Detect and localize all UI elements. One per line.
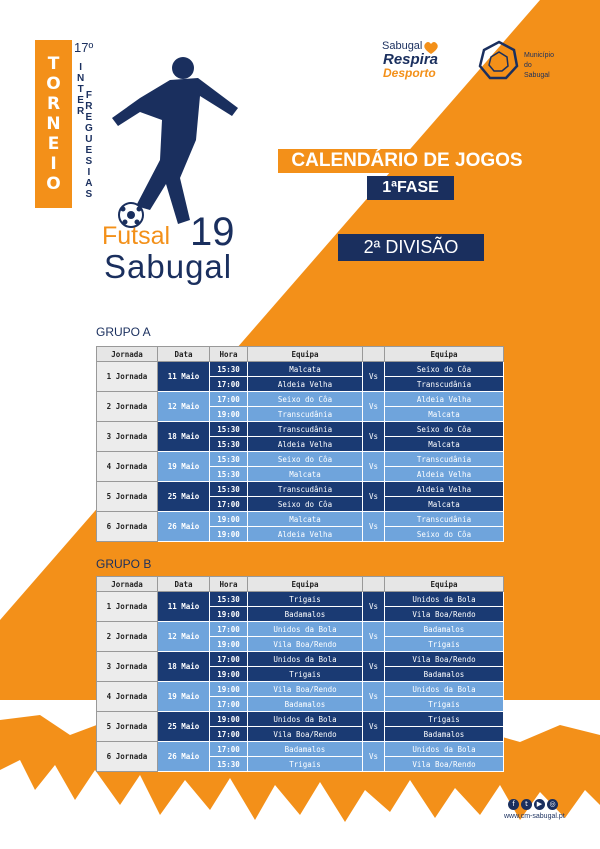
freguesias-letter: E: [85, 112, 93, 123]
match-time: 17:00: [210, 377, 248, 392]
away-team: Transcudânia: [385, 452, 504, 467]
away-team: Aldeia Velha: [385, 482, 504, 497]
group-a-table: [96, 346, 504, 542]
match-time: 17:00: [210, 497, 248, 512]
away-team-header: Equipa: [385, 347, 504, 362]
match-row: [97, 712, 504, 727]
match-row: [97, 392, 504, 407]
round-date: 26 Maio: [158, 512, 210, 542]
freguesias-letter: F: [85, 90, 92, 101]
time-header: Hora: [210, 577, 248, 592]
match-time: 19:00: [210, 712, 248, 727]
round-date: 26 Maio: [158, 742, 210, 772]
inter-letter: E: [77, 95, 84, 106]
round-date: 19 Maio: [158, 452, 210, 482]
away-team: Vila Boa/Rendo: [385, 757, 504, 772]
away-team: Malcata: [385, 497, 504, 512]
away-team: Trigais: [385, 697, 504, 712]
round-date: 18 Maio: [158, 652, 210, 682]
home-team-header: Equipa: [248, 347, 363, 362]
facebook-icon[interactable]: f: [508, 799, 519, 810]
vs-label: Vs: [363, 392, 385, 422]
match-time: 15:30: [210, 467, 248, 482]
jornada-header: Jornada: [97, 577, 158, 592]
match-row: [97, 482, 504, 497]
away-team: Seixo do Côa: [385, 527, 504, 542]
round-label: 4 Jornada: [97, 452, 158, 482]
match-row: [97, 742, 504, 757]
away-team: Malcata: [385, 407, 504, 422]
match-row: [97, 592, 504, 607]
away-team: Badamalos: [385, 727, 504, 742]
banner-letter: O: [46, 74, 61, 94]
group-b-table: [96, 576, 504, 772]
vs-label: Vs: [363, 682, 385, 712]
home-team: Badamalos: [248, 607, 363, 622]
calendar-title: CALENDÁRIO DE JOGOS: [278, 149, 536, 173]
round-label: 2 Jornada: [97, 392, 158, 422]
home-team: Malcata: [248, 467, 363, 482]
round-date: 25 Maio: [158, 482, 210, 512]
group-b-title: GRUPO B: [96, 557, 152, 571]
phase-title: 1ªFASE: [367, 176, 454, 200]
round-label: 6 Jornada: [97, 742, 158, 772]
municipio-line: Sabugal: [524, 72, 550, 79]
banner-letter: T: [47, 54, 60, 74]
match-time: 17:00: [210, 727, 248, 742]
edition-label: 17º: [74, 40, 94, 55]
inter-letter: I: [79, 62, 82, 73]
match-time: 19:00: [210, 512, 248, 527]
away-team: Vila Boa/Rendo: [385, 607, 504, 622]
round-date: 12 Maio: [158, 622, 210, 652]
inter-letter: T: [77, 84, 84, 95]
twitter-icon[interactable]: t: [521, 799, 532, 810]
away-team: Aldeia Velha: [385, 392, 504, 407]
home-team: Transcudânia: [248, 482, 363, 497]
logo-futsal: Futsal: [102, 222, 171, 250]
match-time: 15:30: [210, 592, 248, 607]
match-time: 19:00: [210, 407, 248, 422]
away-team: Badamalos: [385, 622, 504, 637]
home-team: Trigais: [248, 592, 363, 607]
freguesias-letter: S: [85, 189, 93, 200]
freguesias-letter: R: [85, 101, 93, 112]
home-team: Trigais: [248, 667, 363, 682]
match-time: 17:00: [210, 697, 248, 712]
away-team: Malcata: [385, 437, 504, 452]
sponsor-desporto: Desporto: [383, 66, 436, 80]
away-team: Seixo do Côa: [385, 362, 504, 377]
vs-label: Vs: [363, 452, 385, 482]
match-time: 15:30: [210, 757, 248, 772]
match-row: [97, 652, 504, 667]
home-team-header: Equipa: [248, 577, 363, 592]
freguesias-vertical: [85, 90, 93, 200]
home-team: Aldeia Velha: [248, 437, 363, 452]
vs-header-spacer: [363, 347, 385, 362]
match-row: [97, 362, 504, 377]
vs-label: Vs: [363, 592, 385, 622]
round-label: 4 Jornada: [97, 682, 158, 712]
match-time: 15:30: [210, 452, 248, 467]
round-date: 25 Maio: [158, 712, 210, 742]
home-team: Aldeia Velha: [248, 377, 363, 392]
home-team: Unidos da Bola: [248, 652, 363, 667]
sponsor-sabugal: Sabugal: [382, 40, 423, 52]
round-label: 3 Jornada: [97, 422, 158, 452]
match-row: [97, 622, 504, 637]
header-row: [97, 347, 504, 362]
match-time: 19:00: [210, 682, 248, 697]
municipio-label: [524, 51, 554, 81]
away-team: Aldeia Velha: [385, 467, 504, 482]
match-row: [97, 452, 504, 467]
freguesias-letter: U: [85, 134, 93, 145]
date-header: Data: [158, 577, 210, 592]
match-time: 17:00: [210, 622, 248, 637]
youtube-icon[interactable]: ▶: [534, 799, 545, 810]
header-row: [97, 577, 504, 592]
home-team: Malcata: [248, 512, 363, 527]
home-team: Seixo do Côa: [248, 452, 363, 467]
match-time: 19:00: [210, 527, 248, 542]
round-label: 5 Jornada: [97, 482, 158, 512]
sponsor-respira: Respira: [383, 51, 439, 68]
match-row: [97, 682, 504, 697]
vs-header-spacer: [363, 577, 385, 592]
away-team: Badamalos: [385, 667, 504, 682]
match-time: 19:00: [210, 667, 248, 682]
away-team: Seixo do Côa: [385, 422, 504, 437]
logo-city: Sabugal: [104, 248, 233, 285]
round-label: 6 Jornada: [97, 512, 158, 542]
inter-letter: N: [77, 73, 85, 84]
inter-vertical: [77, 62, 84, 117]
freguesias-letter: E: [85, 145, 93, 156]
logo-year: 19: [190, 210, 235, 254]
division-title: 2ª DIVISÃO: [338, 234, 484, 261]
date-header: Data: [158, 347, 210, 362]
torneio-banner: [35, 40, 72, 208]
round-label: 2 Jornada: [97, 622, 158, 652]
home-team: Badamalos: [248, 742, 363, 757]
home-team: Seixo do Côa: [248, 392, 363, 407]
away-team: Unidos da Bola: [385, 742, 504, 757]
home-team: Vila Boa/Rendo: [248, 727, 363, 742]
home-team: Trigais: [248, 757, 363, 772]
vs-label: Vs: [363, 422, 385, 452]
match-time: 15:30: [210, 437, 248, 452]
match-time: 15:30: [210, 482, 248, 497]
vs-label: Vs: [363, 622, 385, 652]
social-icons: [508, 799, 558, 810]
banner-letter: N: [46, 114, 61, 134]
home-team: Malcata: [248, 362, 363, 377]
away-team: Transcudânia: [385, 377, 504, 392]
round-label: 1 Jornada: [97, 362, 158, 392]
vs-label: Vs: [363, 742, 385, 772]
home-team: Unidos da Bola: [248, 622, 363, 637]
freguesias-letter: S: [85, 156, 93, 167]
match-time: 17:00: [210, 652, 248, 667]
player-silhouette: [112, 57, 238, 224]
away-team: Unidos da Bola: [385, 682, 504, 697]
home-team: Seixo do Côa: [248, 497, 363, 512]
match-time: 15:30: [210, 362, 248, 377]
round-date: 11 Maio: [158, 362, 210, 392]
home-team: Aldeia Velha: [248, 527, 363, 542]
round-date: 18 Maio: [158, 422, 210, 452]
away-team: Vila Boa/Rendo: [385, 652, 504, 667]
vs-label: Vs: [363, 482, 385, 512]
home-team: Badamalos: [248, 697, 363, 712]
round-label: 5 Jornada: [97, 712, 158, 742]
round-date: 19 Maio: [158, 682, 210, 712]
match-time: 17:00: [210, 742, 248, 757]
banner-letter: E: [47, 134, 60, 154]
banner-letter: R: [46, 94, 61, 114]
vs-label: Vs: [363, 652, 385, 682]
municipio-line: Município: [524, 52, 554, 59]
home-team: Unidos da Bola: [248, 712, 363, 727]
footer-url[interactable]: www.cm-sabugal.pt: [504, 813, 565, 820]
group-a-title: GRUPO A: [96, 325, 151, 339]
match-time: 15:30: [210, 422, 248, 437]
round-date: 11 Maio: [158, 592, 210, 622]
round-label: 3 Jornada: [97, 652, 158, 682]
away-team: Transcudânia: [385, 512, 504, 527]
away-team: Trigais: [385, 712, 504, 727]
match-row: [97, 422, 504, 437]
home-team: Transcudânia: [248, 407, 363, 422]
time-header: Hora: [210, 347, 248, 362]
banner-letter: O: [46, 174, 61, 194]
home-team: Vila Boa/Rendo: [248, 637, 363, 652]
away-team: Unidos da Bola: [385, 592, 504, 607]
banner-letter: I: [50, 154, 57, 174]
vs-label: Vs: [363, 712, 385, 742]
match-row: [97, 512, 504, 527]
home-team: Vila Boa/Rendo: [248, 682, 363, 697]
match-time: 17:00: [210, 392, 248, 407]
vs-label: Vs: [363, 362, 385, 392]
vs-label: Vs: [363, 512, 385, 542]
match-time: 19:00: [210, 637, 248, 652]
instagram-icon[interactable]: ◎: [547, 799, 558, 810]
freguesias-letter: A: [85, 178, 93, 189]
away-team-header: Equipa: [385, 577, 504, 592]
round-date: 12 Maio: [158, 392, 210, 422]
jornada-header: Jornada: [97, 347, 158, 362]
round-label: 1 Jornada: [97, 592, 158, 622]
inter-letter: R: [77, 106, 85, 117]
municipio-line: do: [524, 62, 532, 69]
home-team: Transcudânia: [248, 422, 363, 437]
away-team: Trigais: [385, 637, 504, 652]
freguesias-letter: G: [85, 123, 93, 134]
match-time: 19:00: [210, 607, 248, 622]
freguesias-letter: I: [87, 167, 91, 178]
